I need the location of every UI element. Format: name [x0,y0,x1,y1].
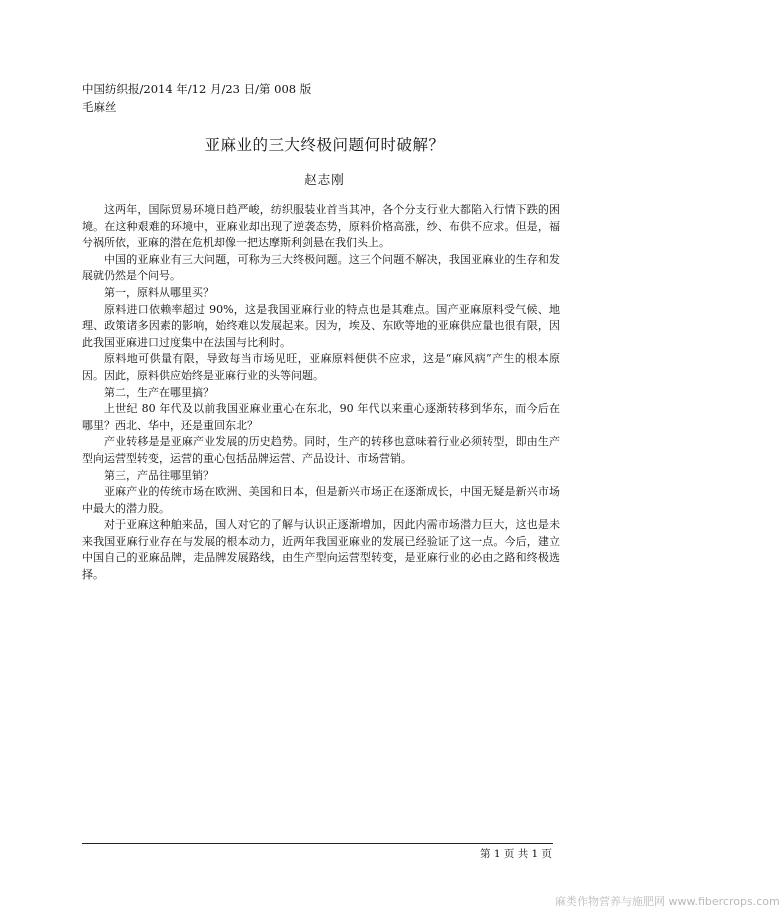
paragraph: 第二，生产在哪里搞？ [104,385,214,399]
paragraph: 原料地可供量有限，导致每当市场见旺，亚麻原料便供不应求，这是“麻风病”产生的根本原因。因此，原料供应始终是亚麻行业的头等问题。 [82,352,560,382]
paragraph: 第一，原料从哪里买？ [104,285,214,299]
paragraph: 上世纪 80 年代及以前我国亚麻业重心在东北，90 年代以来重心逐渐转移到华东，而今后在哪里？西北、华中，还是重回东北？ [82,402,560,432]
article-body [82,202,560,584]
page-number: 第 1 页 共 1 页 [480,848,553,860]
paragraph: 这两年，国际贸易环境日趋严峻，纺织服装业首当其冲，各个分支行业大都陷入行情下跌的困境。在这种艰难的环境中，亚麻业却出现了逆袭态势，原料价格高涨，纱、布供不应求。但是，福兮祸所依，亚麻的潜在危机却像一把达摩斯利剑悬在我们头上。 [82,203,560,250]
article-author: 赵志刚 [304,172,345,187]
category-label: 毛麻丝 [82,100,117,114]
paragraph: 第三，产品往哪里销？ [104,468,214,482]
source-line: 中国纺织报/2014 年/12 月/23 日/第 008 版 [82,82,312,96]
article-title: 亚麻业的三大终极问题何时破解？ [204,136,445,154]
website-watermark: 麻类作物营养与施肥网 www.fibercrops.com [555,895,780,908]
paragraph: 亚麻产业的传统市场在欧洲、美国和日本，但是新兴市场正在逐渐成长，中国无疑是新兴市场中最大的潜力股。 [82,485,560,515]
footer-divider [82,843,553,844]
paragraph: 中国的亚麻业有三大问题，可称为三大终极问题。这三个问题不解决，我国亚麻业的生存和发展就仍然是个问号。 [82,252,560,283]
source-info [82,80,311,116]
paragraph: 产业转移是是亚麻产业发展的历史趋势。同时，生产的转移也意味着行业必须转型，即由生产型向运营型转变，运营的重心包括品牌运营、产品设计、市场营销。 [82,435,560,465]
paragraph: 原料进口依赖率超过 90%，这是我国亚麻行业的特点也是其难点。国产亚麻原料受气候、地理、政策诸多因素的影响，始终难以发展起来。因为，埃及、东欧等地的亚麻供应量也很有限，因此我国亚麻进口过度集中在法国与比利时。 [82,302,560,349]
paragraph: 对于亚麻这种舶来品，国人对它的了解与认识正逐渐增加，因此内需市场潜力巨大，这也是未来我国亚麻行业存在与发展的根本动力，近两年我国亚麻业的发展已经验证了这一点。今后，建立中国自己的亚麻品牌，走品牌发展路线，由生产型向运营型转变，是亚麻行业的必由之路和终极选择。 [82,518,560,582]
